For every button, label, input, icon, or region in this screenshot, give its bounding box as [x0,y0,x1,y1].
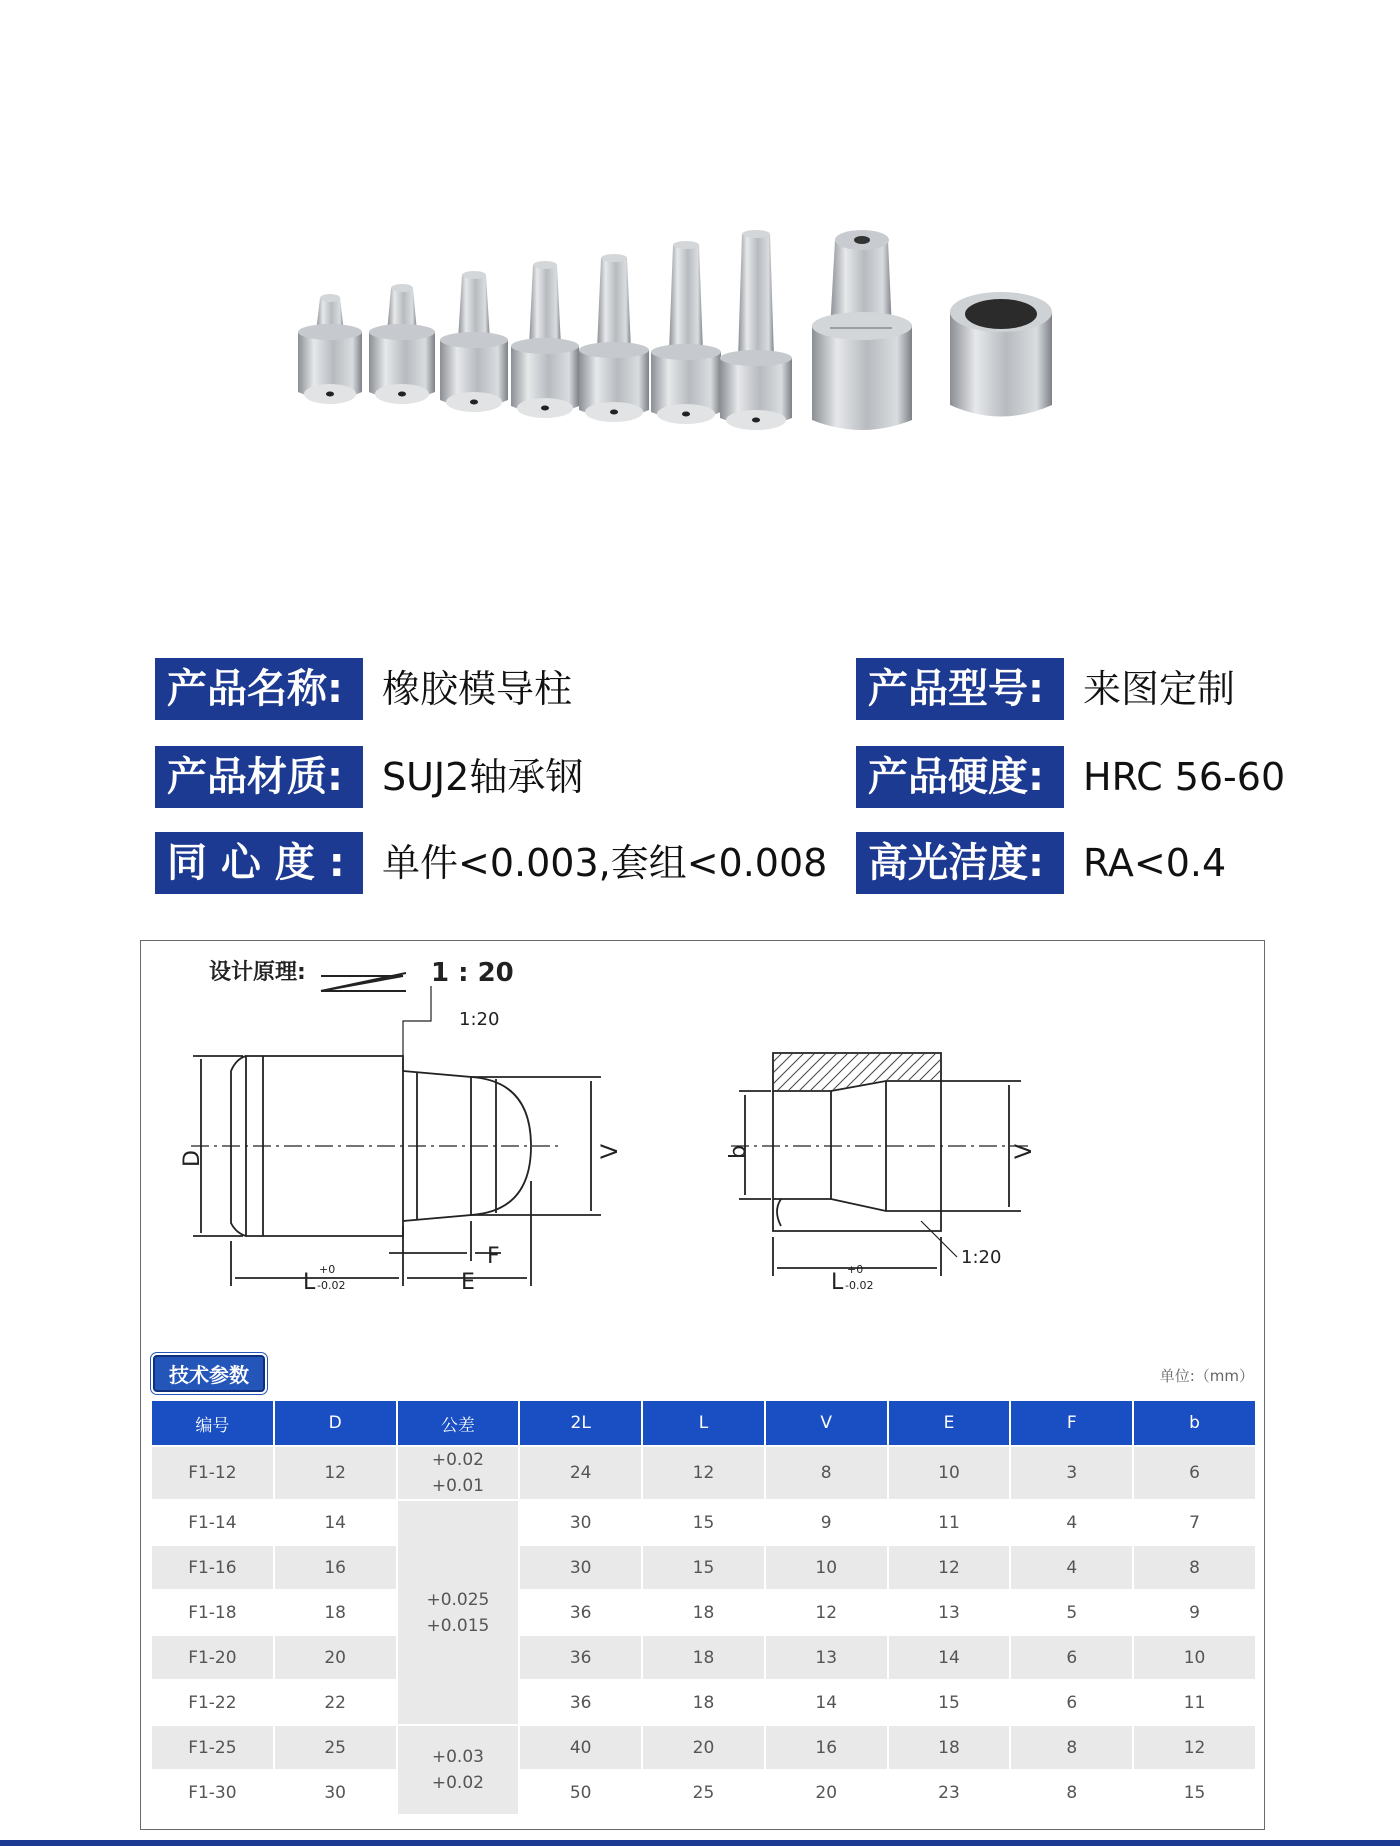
spec-value-finish: RA<0.4 [1083,841,1227,885]
cell-l: 15 [642,1500,765,1545]
cell-2l: 36 [519,1680,642,1725]
cell-id: F1-14 [151,1500,274,1545]
cell-id: F1-18 [151,1590,274,1635]
cell-f: 6 [1010,1680,1133,1725]
cell-b: 8 [1133,1545,1256,1590]
cell-f: 4 [1010,1545,1133,1590]
table-header-row [151,1400,1256,1446]
cell-v: 16 [765,1725,888,1770]
cell-2l: 50 [519,1770,642,1815]
dim-b: b [726,1145,751,1159]
spec-value-hardness: HRC 56-60 [1083,755,1286,799]
cell-b: 7 [1133,1500,1256,1545]
cell-2l: 40 [519,1725,642,1770]
cell-f: 4 [1010,1500,1133,1545]
cell-2l: 36 [519,1590,642,1635]
cell-v: 20 [765,1770,888,1815]
spec-label-name: 产品名称: [155,658,363,720]
tech-params-badge: 技术参数 [153,1355,265,1392]
cell-2l: 24 [519,1446,642,1500]
cell-e: 15 [888,1680,1011,1725]
table-row [151,1545,1256,1590]
header-f: F [1010,1400,1133,1446]
cell-2l: 30 [519,1545,642,1590]
tol-upper: +0 [319,1263,336,1276]
cell-l: 20 [642,1725,765,1770]
tolerance-upper: +0.03 [431,1747,484,1767]
design-principle-label: 设计原理: [209,960,306,985]
spec-label-model: 产品型号: [856,658,1064,720]
cell-l: 18 [642,1680,765,1725]
cell-id: F1-25 [151,1725,274,1770]
cell-l: 25 [642,1770,765,1815]
cell-id: F1-20 [151,1635,274,1680]
tolerance-cell [397,1500,520,1725]
cell-f: 3 [1010,1446,1133,1500]
cell-id: F1-16 [151,1545,274,1590]
tol-upper-right: +0 [847,1263,864,1276]
taper-ratio-right: 1:20 [961,1247,1002,1268]
technical-drawing-panel [140,940,1265,1830]
header-id: 编号 [151,1400,274,1446]
cad-drawing [141,941,1264,1351]
header-v: V [765,1400,888,1446]
cell-d: 30 [274,1770,397,1815]
spec-label-hardness: 产品硬度: [856,746,1064,808]
tol-lower-right: -0.02 [845,1279,874,1292]
product-photo [0,0,1400,560]
table-row [151,1446,1256,1500]
cell-id: F1-22 [151,1680,274,1725]
cell-2l: 30 [519,1500,642,1545]
dim-l-right: L [831,1270,844,1295]
table-row [151,1770,1256,1815]
guide-pin-1 [298,294,362,404]
cell-id: F1-12 [151,1446,274,1500]
cell-b: 11 [1133,1680,1256,1725]
tolerance-lower: +0.02 [431,1773,484,1793]
cell-b: 9 [1133,1590,1256,1635]
spec-value-name: 橡胶模导柱 [382,667,573,711]
spec-value-model: 来图定制 [1083,667,1236,711]
cell-f: 8 [1010,1725,1133,1770]
cell-e: 14 [888,1635,1011,1680]
cell-v: 9 [765,1500,888,1545]
header-e: E [888,1400,1011,1446]
cell-b: 10 [1133,1635,1256,1680]
spec-label-concentricity: 同 心 度 : [155,832,363,894]
tolerance-upper: +0.025 [426,1589,490,1610]
cell-v: 10 [765,1545,888,1590]
guide-pin-5 [579,254,649,422]
cell-f: 6 [1010,1635,1133,1680]
dim-e: E [461,1270,475,1295]
cell-d: 14 [274,1500,397,1545]
cell-l: 12 [642,1446,765,1500]
table-row [151,1590,1256,1635]
cell-f: 5 [1010,1590,1133,1635]
guide-pin-2 [369,284,435,404]
cell-e: 11 [888,1500,1011,1545]
table-row [151,1725,1256,1770]
cell-v: 14 [765,1680,888,1725]
stepped-guide-bushing [812,230,912,430]
cell-l: 18 [642,1590,765,1635]
spec-label-material: 产品材质: [155,746,363,808]
guide-pin-7 [720,230,792,430]
cell-d: 22 [274,1680,397,1725]
cell-v: 8 [765,1446,888,1500]
cell-d: 16 [274,1545,397,1590]
tolerance-cell [397,1446,520,1500]
cell-d: 25 [274,1725,397,1770]
header-b: b [1133,1400,1256,1446]
header-l: L [642,1400,765,1446]
cell-l: 18 [642,1635,765,1680]
tolerance-lower: +0.015 [426,1615,490,1636]
cell-v: 13 [765,1635,888,1680]
dim-v: V [598,1143,623,1159]
tolerance-cell [397,1725,520,1815]
guide-pin-6 [651,241,721,424]
tol-lower: -0.02 [317,1279,346,1292]
tolerance-upper: +0.02 [431,1450,484,1470]
unit-label: 单位:（mm） [1159,1367,1254,1385]
cell-b: 15 [1133,1770,1256,1815]
cell-d: 12 [274,1446,397,1500]
dim-d: D [180,1150,205,1167]
taper-ratio-left: 1:20 [459,1009,500,1030]
cell-id: F1-30 [151,1770,274,1815]
guide-pin-4 [511,261,579,418]
cell-e: 23 [888,1770,1011,1815]
cell-f: 8 [1010,1770,1133,1815]
dim-l: L [303,1270,316,1295]
guide-sleeve [950,292,1052,417]
cell-e: 13 [888,1590,1011,1635]
bushing-hatch [701,1051,1026,1101]
cell-b: 6 [1133,1446,1256,1500]
table-row [151,1635,1256,1680]
cell-d: 18 [274,1590,397,1635]
spec-value-material: SUJ2轴承钢 [382,755,584,799]
dim-f: F [487,1244,500,1269]
cell-e: 18 [888,1725,1011,1770]
header-tolerance: 公差 [397,1400,520,1446]
header-2l: 2L [519,1400,642,1446]
spec-label-finish: 高光洁度: [856,832,1064,894]
bottom-bar [0,1840,1400,1846]
cell-l: 15 [642,1545,765,1590]
header-d: D [274,1400,397,1446]
spec-value-concentricity: 单件<0.003,套组<0.008 [382,841,828,885]
table-row [151,1680,1256,1725]
tolerance-lower: +0.01 [431,1476,484,1496]
cell-e: 10 [888,1446,1011,1500]
design-ratio: 1 : 20 [431,958,514,988]
cell-e: 12 [888,1545,1011,1590]
dim-v-right: V [1012,1143,1037,1159]
cell-d: 20 [274,1635,397,1680]
cell-v: 12 [765,1590,888,1635]
table-row [151,1500,1256,1545]
guide-pin-3 [440,271,508,412]
cell-b: 12 [1133,1725,1256,1770]
cell-2l: 36 [519,1635,642,1680]
guide-pin-drawing [193,986,601,1286]
tech-params-table [150,1399,1257,1816]
